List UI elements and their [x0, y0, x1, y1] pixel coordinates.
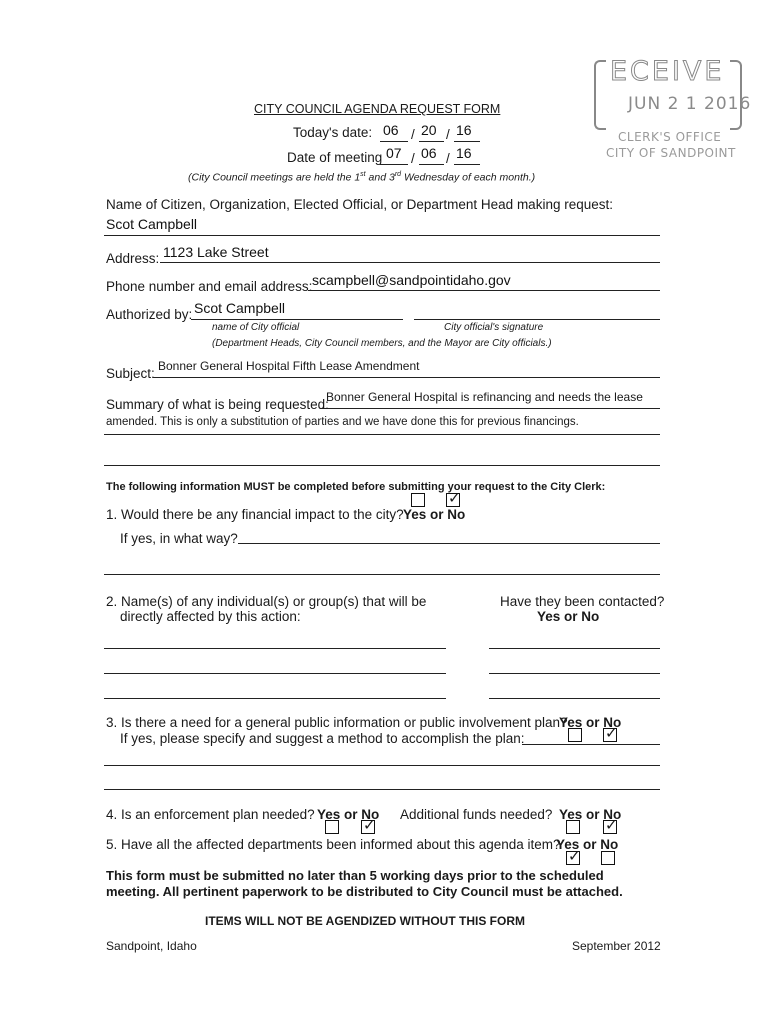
q3-line-1: 3. Is there a need for a general public information or public involvement plan? — [106, 715, 568, 730]
q2-contacted-line-1[interactable] — [489, 648, 660, 649]
q4-yes-or-no: Yes or No — [317, 807, 380, 822]
check-icon: ✓ — [568, 848, 581, 865]
q2-name-line-3[interactable] — [104, 698, 446, 699]
q3-plan-line[interactable] — [522, 744, 660, 745]
meeting-date-year: 16 — [456, 145, 472, 161]
q4-question: 4. Is an enforcement plan needed? — [106, 807, 315, 822]
todays-date-year: 16 — [456, 122, 472, 138]
meeting-date-day: 06 — [421, 145, 437, 161]
requester-line — [104, 235, 660, 236]
todays-date-day: 20 — [421, 122, 437, 138]
stamp-bracket-left — [594, 60, 606, 130]
q4-no-checkbox[interactable] — [361, 817, 376, 834]
date-separator: / — [446, 151, 450, 166]
summary-line-2[interactable]: amended. This is only a substitution of parties and we have done this for previous financings. — [106, 416, 579, 428]
check-icon: ✓ — [448, 490, 461, 507]
meeting-schedule-note: (City Council meetings are held the 1st and 3rd Wednesday of each month.) — [188, 171, 536, 184]
subject-line — [153, 377, 660, 378]
address-line — [160, 262, 660, 263]
date-separator: / — [411, 151, 415, 166]
deadline-line-2: meeting. All pertinent paperwork to be distributed to City Council must be attached. — [106, 884, 623, 899]
q2-name-line-1[interactable] — [104, 648, 446, 649]
q4-funds-question: Additional funds needed? — [400, 807, 553, 822]
subject-value[interactable]: Bonner General Hospital Fifth Lease Amendment — [158, 359, 420, 373]
q2-contacted: Have they been contacted? — [500, 594, 665, 609]
summary-label: Summary of what is being requested: — [106, 397, 329, 412]
q3-line-2: If yes, please specify and suggest a method to accomplish the plan: — [120, 731, 525, 746]
stamp-office: CLERK'S OFFICE — [618, 130, 722, 144]
requester-value[interactable]: Scot Campbell — [106, 216, 198, 232]
check-icon: ✓ — [363, 817, 376, 834]
q2-line-2: directly affected by this action: — [120, 609, 301, 624]
q1-followup-line[interactable] — [238, 543, 660, 544]
footer-location: Sandpoint, Idaho — [106, 939, 197, 953]
q4-funds-yes-checkbox[interactable] — [566, 820, 580, 834]
stamp-received-text: ECEIVE — [610, 56, 725, 87]
requester-label: Name of Citizen, Organization, Elected Official, or Department Head making request: — [106, 197, 613, 212]
q1-yes-checkbox[interactable] — [411, 493, 425, 507]
instructions: The following information MUST be completed before submitting your request to the City Clerk: — [106, 481, 606, 493]
address-label: Address: — [106, 251, 160, 266]
authorized-value[interactable]: Scot Campbell — [194, 300, 286, 316]
q2-name-line-2[interactable] — [104, 673, 446, 674]
q1-yes-or-no: Yes or No — [403, 507, 466, 522]
official-name-line — [191, 319, 403, 320]
q4-funds-yes-or-no: Yes or No — [559, 807, 622, 822]
q2-contacted-line-2[interactable] — [489, 673, 660, 674]
q1-question: 1. Would there be any financial impact to the city? — [106, 507, 404, 522]
date-separator: / — [446, 127, 450, 142]
official-signature-caption: City official's signature — [444, 322, 544, 333]
date-separator: / — [411, 127, 415, 142]
agendize-warning: ITEMS WILL NOT BE AGENDIZED WITHOUT THIS FORM — [205, 914, 525, 928]
summary-line-1[interactable]: Bonner General Hospital is refinancing and needs the lease — [326, 390, 643, 404]
contact-value[interactable]: scampbell@sandpointidaho.gov — [312, 272, 511, 288]
q3-no-checkbox[interactable] — [603, 725, 618, 742]
q5-yes-or-no: Yes or No — [556, 837, 619, 852]
contact-label: Phone number and email address: — [106, 279, 313, 294]
check-icon: ✓ — [605, 817, 618, 834]
subject-label: Subject: — [106, 366, 155, 381]
q3-yes-checkbox[interactable] — [568, 728, 582, 742]
todays-date-month: 06 — [383, 122, 399, 138]
q1-followup: If yes, in what way? — [120, 531, 238, 546]
q1-no-checkbox[interactable] — [446, 490, 461, 507]
deadline-line-1: This form must be submitted no later than 5 working days prior to the scheduled — [106, 868, 604, 883]
q5-question: 5. Have all the affected departments been informed about this agenda item? — [106, 837, 561, 852]
official-signature-line[interactable] — [414, 319, 660, 320]
authorized-label: Authorized by: — [106, 307, 193, 322]
footer-date: September 2012 — [572, 939, 661, 953]
officials-note: (Department Heads, City Council members, and the Mayor are City officials.) — [212, 338, 552, 349]
q2-contacted-line-3[interactable] — [489, 698, 660, 699]
stamp-city: CITY OF SANDPOINT — [606, 146, 736, 160]
form-title: CITY COUNCIL AGENDA REQUEST FORM — [254, 102, 501, 116]
q5-yes-checkbox[interactable] — [566, 848, 581, 865]
todays-date-label: Today's date: — [293, 125, 373, 140]
official-name-caption: name of City official — [212, 322, 300, 333]
q4-funds-no-checkbox[interactable] — [603, 817, 618, 834]
q3-yes-or-no: Yes or No — [559, 715, 622, 730]
summary-blank-line — [104, 465, 660, 466]
stamp-date: JUN 2 1 2016 — [628, 94, 752, 114]
check-icon: ✓ — [605, 725, 618, 742]
q2-yes-or-no: Yes or No — [537, 609, 600, 624]
meeting-date-month: 07 — [386, 145, 402, 161]
contact-line — [308, 290, 660, 291]
q5-no-checkbox[interactable] — [601, 851, 615, 865]
q4-yes-checkbox[interactable] — [325, 820, 339, 834]
address-value[interactable]: 1123 Lake Street — [163, 244, 269, 260]
q2-line-1: 2. Name(s) of any individual(s) or group(s) that will be — [106, 594, 427, 609]
meeting-date-label: Date of meeting — [287, 150, 383, 165]
